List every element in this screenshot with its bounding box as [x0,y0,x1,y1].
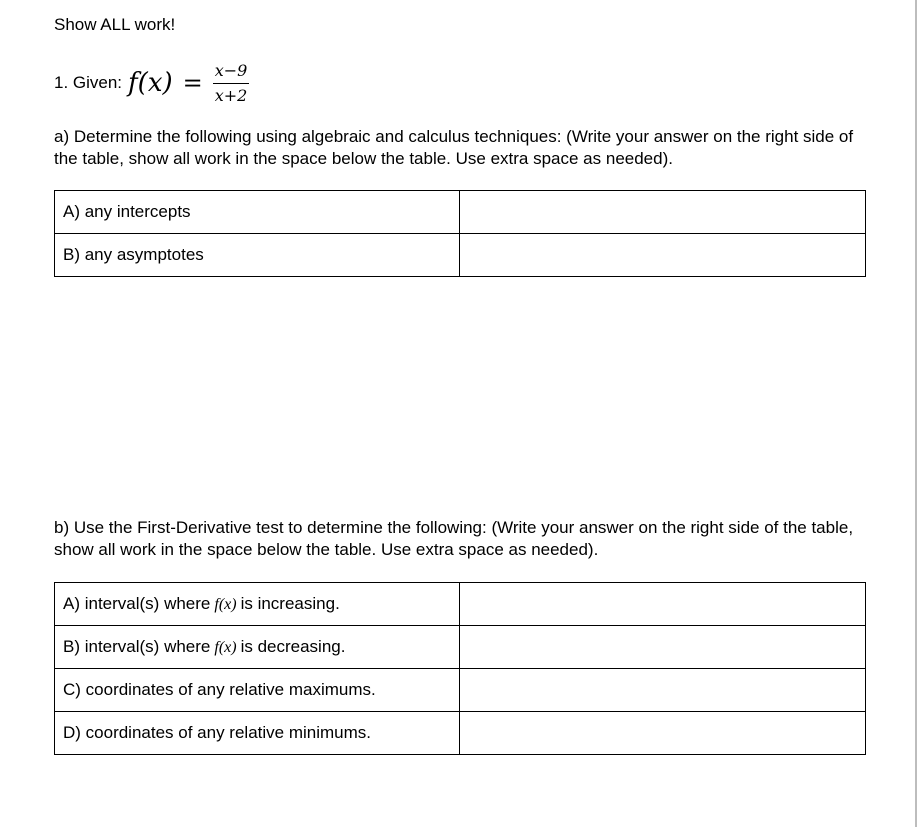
problem-label: 1. Given: [54,73,123,92]
row-prefix-decreasing: B) interval(s) where [63,636,211,656]
answer-cell-increasing[interactable] [460,583,866,626]
fraction-numerator: x−9 [213,61,250,84]
fx-symbol: f(x) [214,638,237,656]
row-prefix-increasing: A) interval(s) where [63,593,211,613]
answer-cell-asymptotes[interactable] [460,234,866,277]
answer-cell-decreasing[interactable] [460,626,866,669]
row-label-decreasing [55,626,460,669]
row-label-increasing [55,583,460,626]
fraction-denominator: x+2 [214,85,248,105]
row-label-relative-maximums: C) coordinates of any relative maximums. [55,669,460,712]
fx-symbol: f(x) [214,595,237,613]
function-fraction [213,61,250,106]
row-suffix-increasing: is increasing. [240,593,340,613]
part-a-table [54,190,866,277]
answer-cell-relative-maximums[interactable] [460,669,866,712]
part-b-table [54,582,866,755]
table-row [55,712,866,755]
part-b-instructions: b) Use the First-Derivative test to determine the following: (Write your answer on the right side of the table, show all work in the space below the table. Use extra space as needed). [54,518,854,559]
problem-given [54,58,249,108]
equals-sign: = [182,69,203,97]
answer-cell-intercepts[interactable] [460,191,866,234]
row-label-asymptotes: B) any asymptotes [55,234,460,277]
table-row [55,234,866,277]
worksheet-heading: Show ALL work! [54,15,176,34]
function-lhs: f(x) [128,68,173,98]
table-row [55,626,866,669]
row-suffix-decreasing: is decreasing. [240,636,346,656]
table-row [55,669,866,712]
part-a-instructions: a) Determine the following using algebraic and calculus techniques: (Write your answer on the right side of the table, show all work in the space below the table. Use extra space as needed). [54,127,854,168]
row-label-intercepts: A) any intercepts [55,191,460,234]
table-row [55,583,866,626]
table-row [55,191,866,234]
row-label-relative-minimums: D) coordinates of any relative minimums. [55,712,460,755]
answer-cell-relative-minimums[interactable] [460,712,866,755]
